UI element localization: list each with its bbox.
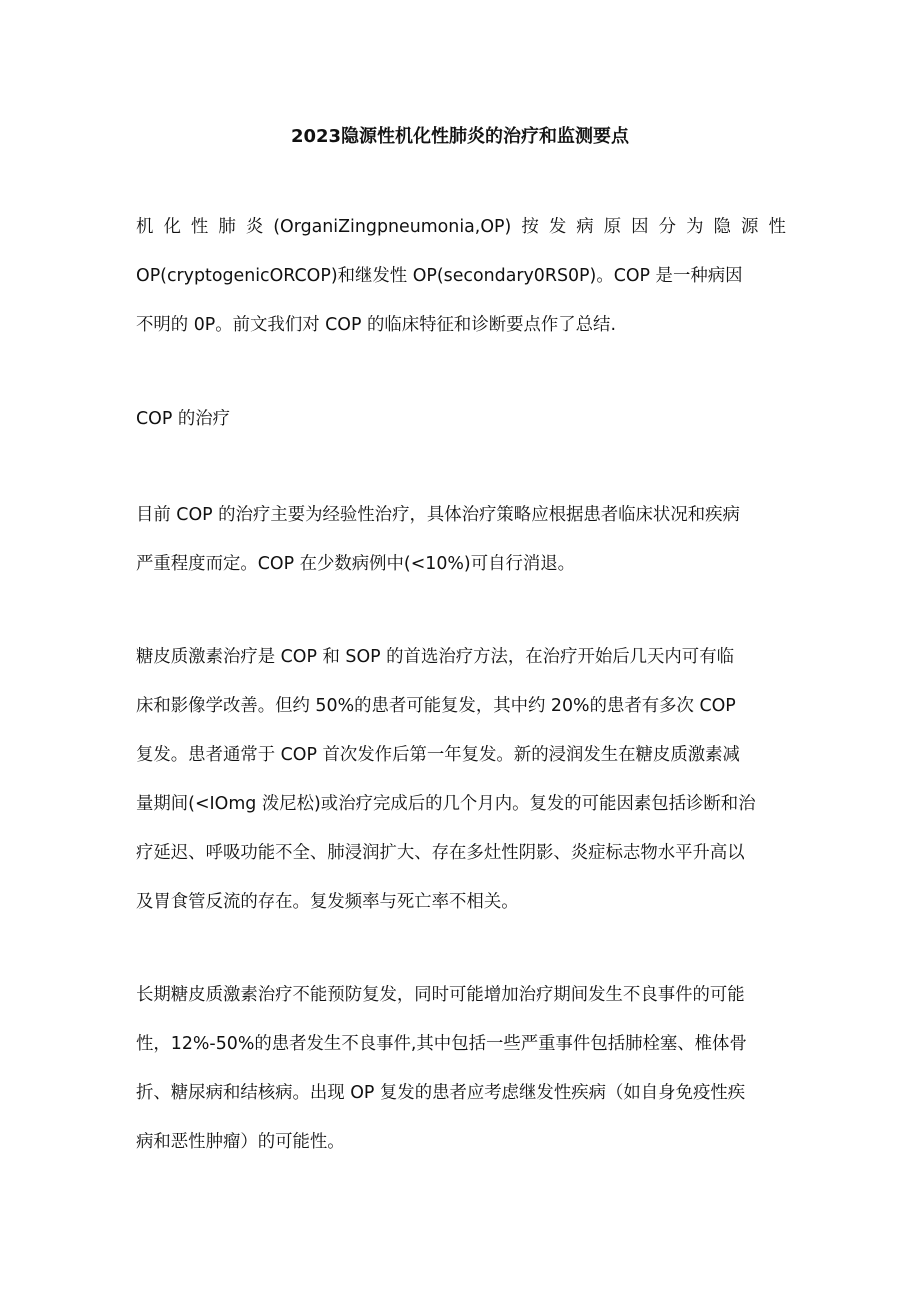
document-title: 2023隐源性机化性肺炎的治疗和监测要点	[290, 126, 630, 147]
para2-line-3: 复发。患者通常于 COP 首次发作后第一年复发。新的浸润发生在糖皮质激素减	[136, 745, 740, 765]
intro-paragraph	[136, 203, 786, 350]
para2-line-5: 疗延迟、呼吸功能不全、肺浸润扩大、存在多灶性阴影、炎症标志物水平升高以	[136, 843, 745, 863]
treatment-paragraph-1	[136, 491, 786, 589]
para3-line-3: 折、糖尿病和结核病。出现 OP 复发的患者应考虑继发性疾病（如自身免疫性疾	[136, 1083, 746, 1103]
para3-line-1: 长期糖皮质激素治疗不能预防复发，同时可能增加治疗期间发生不良事件的可能	[136, 985, 745, 1005]
intro-line-3: 不明的 0P。前文我们对 COP 的临床特征和诊断要点作了总结.	[136, 315, 616, 335]
para2-line-1: 糖皮质激素治疗是 COP 和 SOP 的首选治疗方法，在治疗开始后几天内可有临	[136, 647, 734, 667]
treatment-paragraph-3	[136, 971, 786, 1167]
para3-line-2: 性，12%-50%的患者发生不良事件,其中包括一些严重事件包括肺栓塞、椎体骨	[136, 1034, 747, 1054]
treatment-paragraph-2	[136, 633, 786, 927]
intro-line-2: OP(cryptogenicORCOP)和继发性 OP(secondary0RS0P)。COP 是一种病因	[136, 266, 743, 286]
para2-line-2: 床和影像学改善。但约 50%的患者可能复发，其中约 20%的患者有多次 COP	[136, 696, 736, 716]
para3-line-4: 病和恶性肿瘤）的可能性。	[136, 1132, 345, 1152]
para1-line-2: 严重程度而定。COP 在少数病例中(<10%)可自行消退。	[136, 554, 576, 574]
para2-line-6: 及胃食管反流的存在。复发频率与死亡率不相关。	[136, 892, 519, 912]
para2-line-4: 量期间(<IOmg 泼尼松)或治疗完成后的几个月内。复发的可能因素包括诊断和治	[136, 794, 756, 814]
section-heading: COP 的治疗	[136, 409, 231, 429]
para1-line-1: 目前 COP 的治疗主要为经验性治疗，具体治疗策略应根据患者临床状况和疾病	[136, 505, 740, 525]
intro-line-1: 机 化 性 肺 炎 (OrganiZingpneumonia,OP) 按 发 病 原 因 分 为 隐 源 性	[136, 217, 786, 237]
